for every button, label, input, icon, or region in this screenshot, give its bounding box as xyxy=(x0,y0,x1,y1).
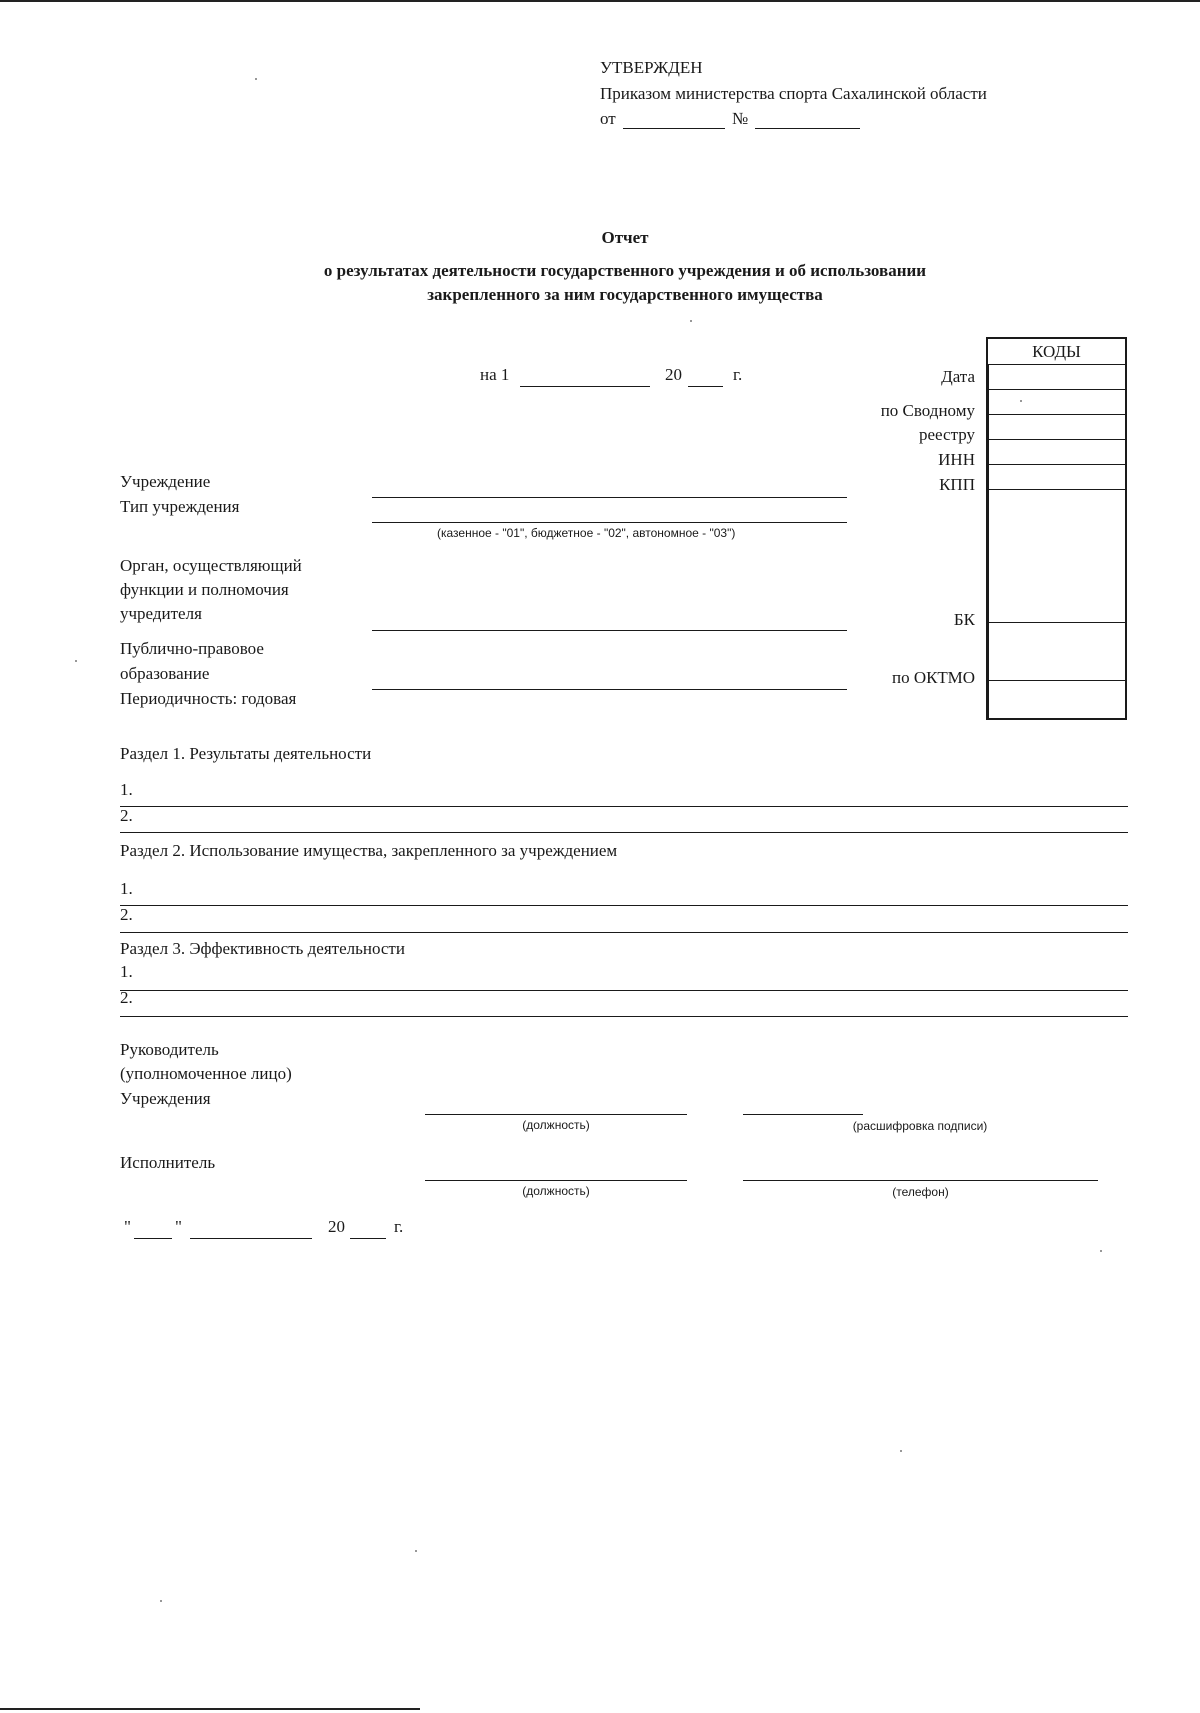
date-year-suffix: г. xyxy=(733,365,743,384)
section-1-line-2 xyxy=(120,832,1128,833)
codes-header: КОДЫ xyxy=(988,339,1125,365)
codes-label-bk: БК xyxy=(953,610,975,629)
section-3-item-2: 2. xyxy=(120,988,133,1007)
field-institution-label: Учреждение xyxy=(120,472,211,491)
section-1-item-2: 2. xyxy=(120,806,133,825)
field-organ-label-2: функции и полномочия xyxy=(120,580,289,599)
signature-head-label-2: (уполномоченное лицо) xyxy=(120,1064,292,1083)
scan-speck xyxy=(255,78,257,80)
approval-order-line: Приказом министерства спорта Сахалинской области xyxy=(600,84,987,103)
footer-date-quote-open: " xyxy=(124,1217,131,1236)
signature-executor-position-caption: (должность) xyxy=(522,1184,590,1198)
section-2-line-2 xyxy=(120,932,1128,933)
codes-table xyxy=(986,337,1127,720)
signature-head-label-1: Руководитель xyxy=(120,1040,219,1059)
field-public-blank xyxy=(372,689,847,690)
signature-head-position-blank xyxy=(425,1114,687,1115)
section-2-title: Раздел 2. Использование имущества, закрепленного за учреждением xyxy=(120,841,618,860)
codes-cell-kpp xyxy=(988,464,1125,490)
section-2-line-1 xyxy=(120,905,1128,906)
field-period-label: Периодичность: годовая xyxy=(120,689,297,708)
footer-date-year-prefix: 20 xyxy=(328,1217,345,1236)
field-type-hint: (казенное - "01", бюджетное - "02", автономное - "03") xyxy=(437,526,736,540)
signature-head-label-3: Учреждения xyxy=(120,1089,211,1108)
report-title: Отчет xyxy=(601,228,649,247)
signature-executor-label: Исполнитель xyxy=(120,1153,216,1172)
signature-head-position-caption: (должность) xyxy=(522,1118,590,1132)
section-1-title: Раздел 1. Результаты деятельности xyxy=(120,744,372,763)
field-type-blank xyxy=(372,522,847,523)
codes-cell-oktmo xyxy=(988,622,1125,681)
field-public-label-1: Публично-правовое xyxy=(120,639,264,658)
section-3-line-2 xyxy=(120,1016,1128,1017)
codes-label-svod-1: по Сводному xyxy=(880,401,975,420)
signature-executor-phone-blank xyxy=(743,1180,1098,1181)
scan-speck xyxy=(690,320,692,322)
codes-label-inn: ИНН xyxy=(938,450,975,469)
approval-number-blank xyxy=(755,128,860,129)
footer-date-quote-close: " xyxy=(175,1217,182,1236)
codes-cell-svod-top xyxy=(988,389,1125,415)
codes-cell-bk xyxy=(988,489,1125,623)
signature-head-decode-caption: (расшифровка подписи) xyxy=(852,1119,988,1133)
codes-label-svod-2: реестру xyxy=(919,425,975,444)
signature-head-signature-blank xyxy=(743,1114,863,1115)
footer-date-year-suffix: г. xyxy=(394,1217,404,1236)
section-3-title: Раздел 3. Эффективность деятельности xyxy=(120,939,405,958)
approval-date-blank xyxy=(623,128,725,129)
section-1-item-1: 1. xyxy=(120,780,133,799)
date-on-label: на 1 xyxy=(480,365,510,384)
approval-title: УТВЕРЖДЕН xyxy=(600,58,703,77)
section-3-line-1 xyxy=(120,990,1128,991)
footer-date-month-blank xyxy=(190,1238,312,1239)
field-type-label: Тип учреждения xyxy=(120,497,240,516)
codes-cell-date xyxy=(988,364,1125,390)
scan-speck xyxy=(900,1450,902,1452)
date-year-blank xyxy=(688,386,723,387)
codes-label-kpp: КПП xyxy=(939,475,975,494)
date-year-prefix: 20 xyxy=(665,365,682,384)
section-1-line-1 xyxy=(120,806,1128,807)
date-day-month-blank xyxy=(520,386,650,387)
scan-speck xyxy=(75,660,77,662)
field-institution-blank xyxy=(372,497,847,498)
report-subtitle-line1: о результатах деятельности государственного учреждения и об использовании xyxy=(323,261,927,280)
scan-speck xyxy=(160,1600,162,1602)
scan-speck xyxy=(415,1550,417,1552)
section-2-item-2: 2. xyxy=(120,905,133,924)
footer-date-year-blank xyxy=(350,1238,386,1239)
approval-from-label: от xyxy=(600,109,616,128)
report-subtitle-line2: закрепленного за ним государственного имущества xyxy=(427,285,823,304)
signature-executor-position-blank xyxy=(425,1180,687,1181)
section-2-item-1: 1. xyxy=(120,879,133,898)
field-organ-label-1: Орган, осуществляющий xyxy=(120,556,302,575)
footer-date-day-blank xyxy=(134,1238,172,1239)
scan-bottom-edge xyxy=(0,1708,420,1710)
approval-number-label: № xyxy=(732,109,749,128)
codes-label-oktmo: по ОКТМО xyxy=(891,668,975,687)
field-organ-blank xyxy=(372,630,847,631)
scan-speck xyxy=(1100,1250,1102,1252)
section-3-item-1: 1. xyxy=(120,962,133,981)
signature-executor-phone-caption: (телефон) xyxy=(892,1185,949,1199)
scan-speck xyxy=(1020,400,1022,402)
field-organ-label-3: учредителя xyxy=(120,604,202,623)
codes-cell-inn xyxy=(988,439,1125,465)
codes-label-date: Дата xyxy=(941,367,975,386)
codes-cell-svod xyxy=(988,414,1125,440)
field-public-label-2: образование xyxy=(120,664,210,683)
scan-top-edge xyxy=(0,0,1200,2)
